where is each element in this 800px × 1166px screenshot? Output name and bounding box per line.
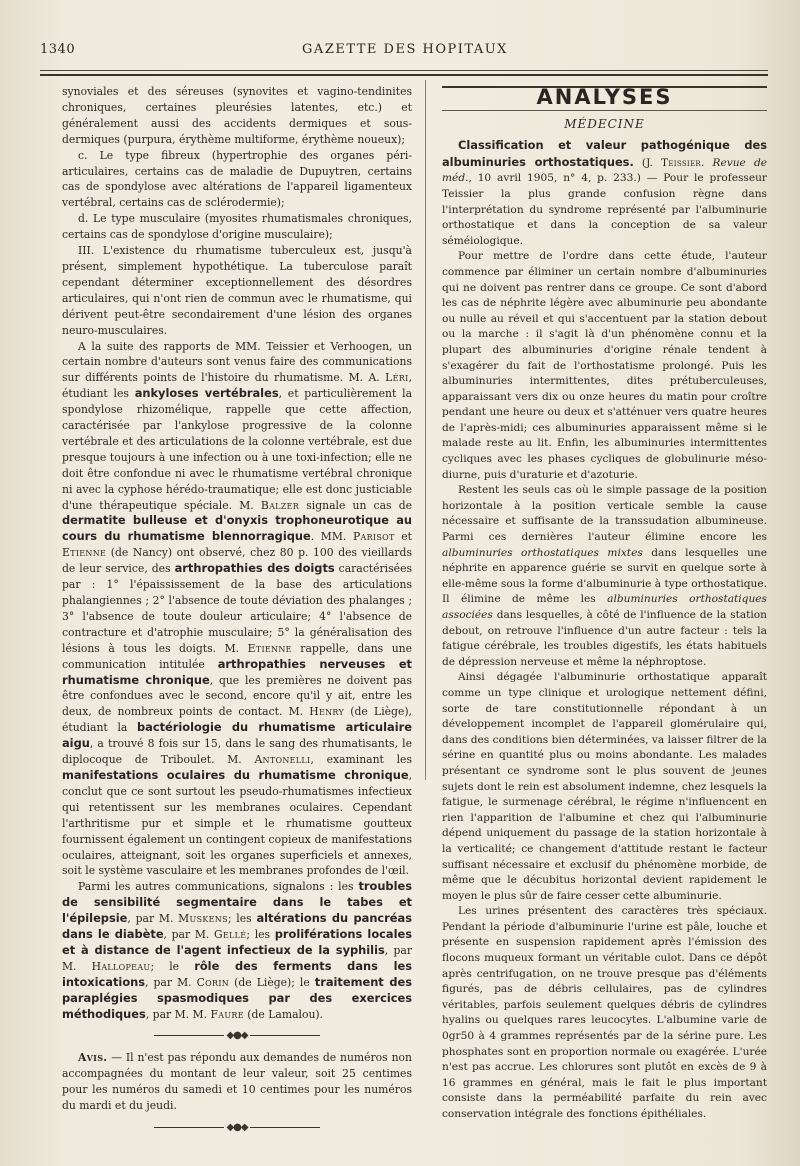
paragraph: Pour mettre de l'ordre dans cette étude, l'auteur commence par éliminer un certain nombre d'albuminuries qui ne doivent pas rentrer dans ce groupe. Ce sont d'abord les cas de néphrite légère avec albuminurie peu abondante ou nulle au réveil et qui s'accentuent par la station debout ou la marche : il s'agit là d'un phénomène connu et la plupart des albuminuries d'origine rénale tendent à s'exagérer du fait de l'orthostatisme prolongé. Puis les albuminuries intermittentes, dites prétuberculeuses, apparaissant vers dix ou onze heures du matin pour croître pendant une heure ou deux et s'atténuer vers quatre heures de l'après-midi; ces albuminuries apparaissent même si le malade reste au lit. Enfin, les albuminuries intermittentes cycliques avec les phases cycliques de globulinurie méso-diurne, puis d'uraturie et d'azoturie. [442, 250, 767, 481]
paragraph: Ainsi dégagée l'albuminurie orthostatique apparaît comme un type clinique et urologique nettement défini, sorte de tare constitutionnelle répondant à un développement incomplet de l'appareil glomérulaire qui, dans des conditions bien déterminées, va laisser filtrer de la sérine en quantité plus ou moins abondante. Les malades présentant ce syndrome sont le plus souvent de jeunes sujets dont le rein est absolument indemne, chez lesquels la fatigue, le surmenage cérébral, le régime n'influencent en rien l'apparition de l'albumine et chez qui l'albuminurie dépend uniquement du passage de la station horizontale à la verticalité; ce changement d'attitude restant le facteur suffisant nécessaire et exclusif du phénomène morbide, de même que le décubitus horizontal devient rapidement le moyen le plus sûr de faire cesser cette albuminurie. [442, 671, 767, 902]
paragraph: d. Le type musculaire (myosites rhumatismales chroniques, certains cas de spondylose d'origine musculaire); [62, 212, 412, 242]
paragraph: III. L'existence du rhumatisme tuberculeux est, jusqu'à présent, simplement hypothétique. La tuberculose paraît cependant déterminer exceptionnellement des désordres articulaires, qui n'ont rien de commun avec le rhumatisme, qui dérivent peut-être secondairement d'une lésion des organes neuro-musculaires. [62, 244, 412, 337]
paragraph: synoviales et des séreuses (synovites et vagino-tendinites chroniques, certaines pleurésies latentes, etc.) et généralement aussi des accidents dermiques et sous-dermiques (purpura, érythème multiforme, érythème noueux); [62, 85, 412, 146]
header-rule-thick [40, 74, 768, 76]
section-rule [442, 110, 767, 111]
ornament-divider: ◆●◆ [62, 1120, 412, 1136]
paragraph: A la suite des rapports de MM. Teissier et Verhoogen, un certain nombre d'auteurs sont venus faire des communications sur différents points de l'histoire du rhumatisme. M. A. Léri, étudiant les ankyloses vertébrales, et particulièrement la spondylose rhizomélique, rappelle que cette affection, caractérisée par l'ankylose progressive de la colonne vertébrale et des articulations de la colonne vertébrale, est due presque toujours à une infection ou à une toxi-infection; elle ne doit être confondue ni avec le rhumatisme vertébral chronique ni avec la cyphose hérédo-traumatique; elle est donc justiciable d'une thérapeutique spéciale. M. Balzer signale un cas de dermatite bulleuse et d'onyxis trophoneurotique au cours du rhumatisme blennorragique. MM. Parisot et Etienne (de Nancy) ont observé, chez 80 p. 100 des vieillards de leur service, des arthropathies des doigts caractérisées par : 1° l'épaississement de la base des articulations phalangiennes ; 2° l'absence de toute déviation des phalanges ; 3° l'absence de toute douleur articulaire; 4° l'absence de contracture et d'atrophie musculaire; 5° la généralisation des lésions à tous les doigts. M. Etienne rappelle, dans une communication intitulée arthropathies nerveuses et rhumatisme chronique, que les premières ne doivent pas être confondues avec le second, encore qu'il y ait, entre les deux, de nombreux points de contact. M. Henry (de Liège), étudiant la bactériologie du rhumatisme articulaire aigu, a trouvé 8 fois sur 15, dans le sang des rhumatisants, le diplocoque de Triboulet. M. Antonelli, examinant les manifestations oculaires du rhumatisme chronique, conclut que ce sont surtout les pseudo-rhumatismes infectieux qui retentissent sur les membranes oculaires. Cependant l'arthritisme pur et simple et le rhumatisme goutteux fournissent également un contingent copieux de manifestations oculaires, atteignant, soit les organes superficiels et annexes, soit le système vasculaire et les membranes profondes de l'œil. [62, 339, 413, 878]
right-column [442, 86, 767, 1123]
paragraph: Les urines présentent des caractères très spéciaux. Pendant la période d'albuminurie l'urine est pâle, louche et présente en suspension rapidement après l'émission des flocons muqueux formant un véritable culot. Dans ce dépôt après centrifugation, on ne trouve presque pas d'éléments figurés, pas de débris cellulaires, pas de cylindres véritables, parfois seulement quelques débris de cylindres hyalins ou quelques rares leucocytes. L'albumine varie de 0gr50 à 4 grammes représentés par de la sérine pure. Les phosphates sont en proportion normale ou exagérée. L'urée n'est pas accrue. Les chlorures sont plutôt en excès de 9 à 16 grammes en général, mais le fait le plus important consiste dans la perméabilité parfaite du rein avec conservation intégrale des fonctions épithéliales. [442, 905, 767, 1120]
left-column [62, 84, 412, 1142]
paragraph: Parmi les autres communications, signalons : les troubles de sensibilité segmentaire dans le tabes et l'épilepsie, par M. Muskens; les altérations du pancréas dans le diabète, par M. Gellé; les proliférations locales et à distance de l'agent infectieux de la syphilis, par M. Hallopeau; le rôle des ferments dans les intoxications, par M. Corin (de Liège); le traitement des paraplégies spasmodiques par des exercices méthodiques, par M. M. Faure (de Lamalou). [62, 879, 413, 1021]
paragraph: c. Le type fibreux (hypertrophie des organes péri-articulaires, certains cas de maladie de Dupuytren, certains cas de spondylose avec altérations de l'appareil ligamenteux vertébral, certains cas de sclérodermie); [62, 148, 412, 210]
section-title: ANALYSES [536, 85, 673, 109]
paragraph: Classification et valeur pathogénique des albuminuries orthostatiques. (J. Teissier. Revue de méd., 10 avril 1905, n° 4, p. 233.) — Pour le professeur Teissier la plus grande confusion règne dans l'interprétation du syndrome représenté par l'albuminurie orthostatique et dans la conception de sa valeur séméiologique. [442, 138, 767, 247]
ornament-divider: ◆●◆ [62, 1028, 412, 1044]
page-header [40, 42, 770, 62]
journal-title: GAZETTE DES HOPITAUX [302, 42, 508, 57]
column-separator [425, 80, 426, 780]
header-rule [40, 70, 768, 71]
subsection-title: MÉDECINE [564, 116, 645, 131]
paragraph: Restent les seuls cas où le simple passage de la position horizontale à la position verticale semble la cause nécessaire et suffisante de la transsudation albumineuse. Parmi ces dernières l'auteur élimine encore les albuminuries orthostatiques mixtes dans lesquelles une néphrite en apparence guérie se survit en quelque sorte à elle-même sous la forme d'albuminurie à type orthostatique. Il élimine de même les albuminuries orthostatiques associées dans lesquelles, à côté de l'influence de la station debout, on retrouve l'influence d'un autre facteur : tels la fatigue cérébrale, les troubles digestifs, les états habituels de dépression nerveuse et même la néphroptose. [442, 484, 767, 668]
article-title: Classification et valeur pathogénique des albuminuries orthostatiques. [442, 138, 767, 169]
page-number: 1340 [40, 42, 76, 57]
notice-paragraph: Avis. — Il n'est pas répondu aux demandes de numéros non accompagnées du montant de leur valeur, soit 25 centimes pour les numéros du samedi et 10 centimes pour les numéros du mardi et du jeudi. [62, 1051, 412, 1113]
